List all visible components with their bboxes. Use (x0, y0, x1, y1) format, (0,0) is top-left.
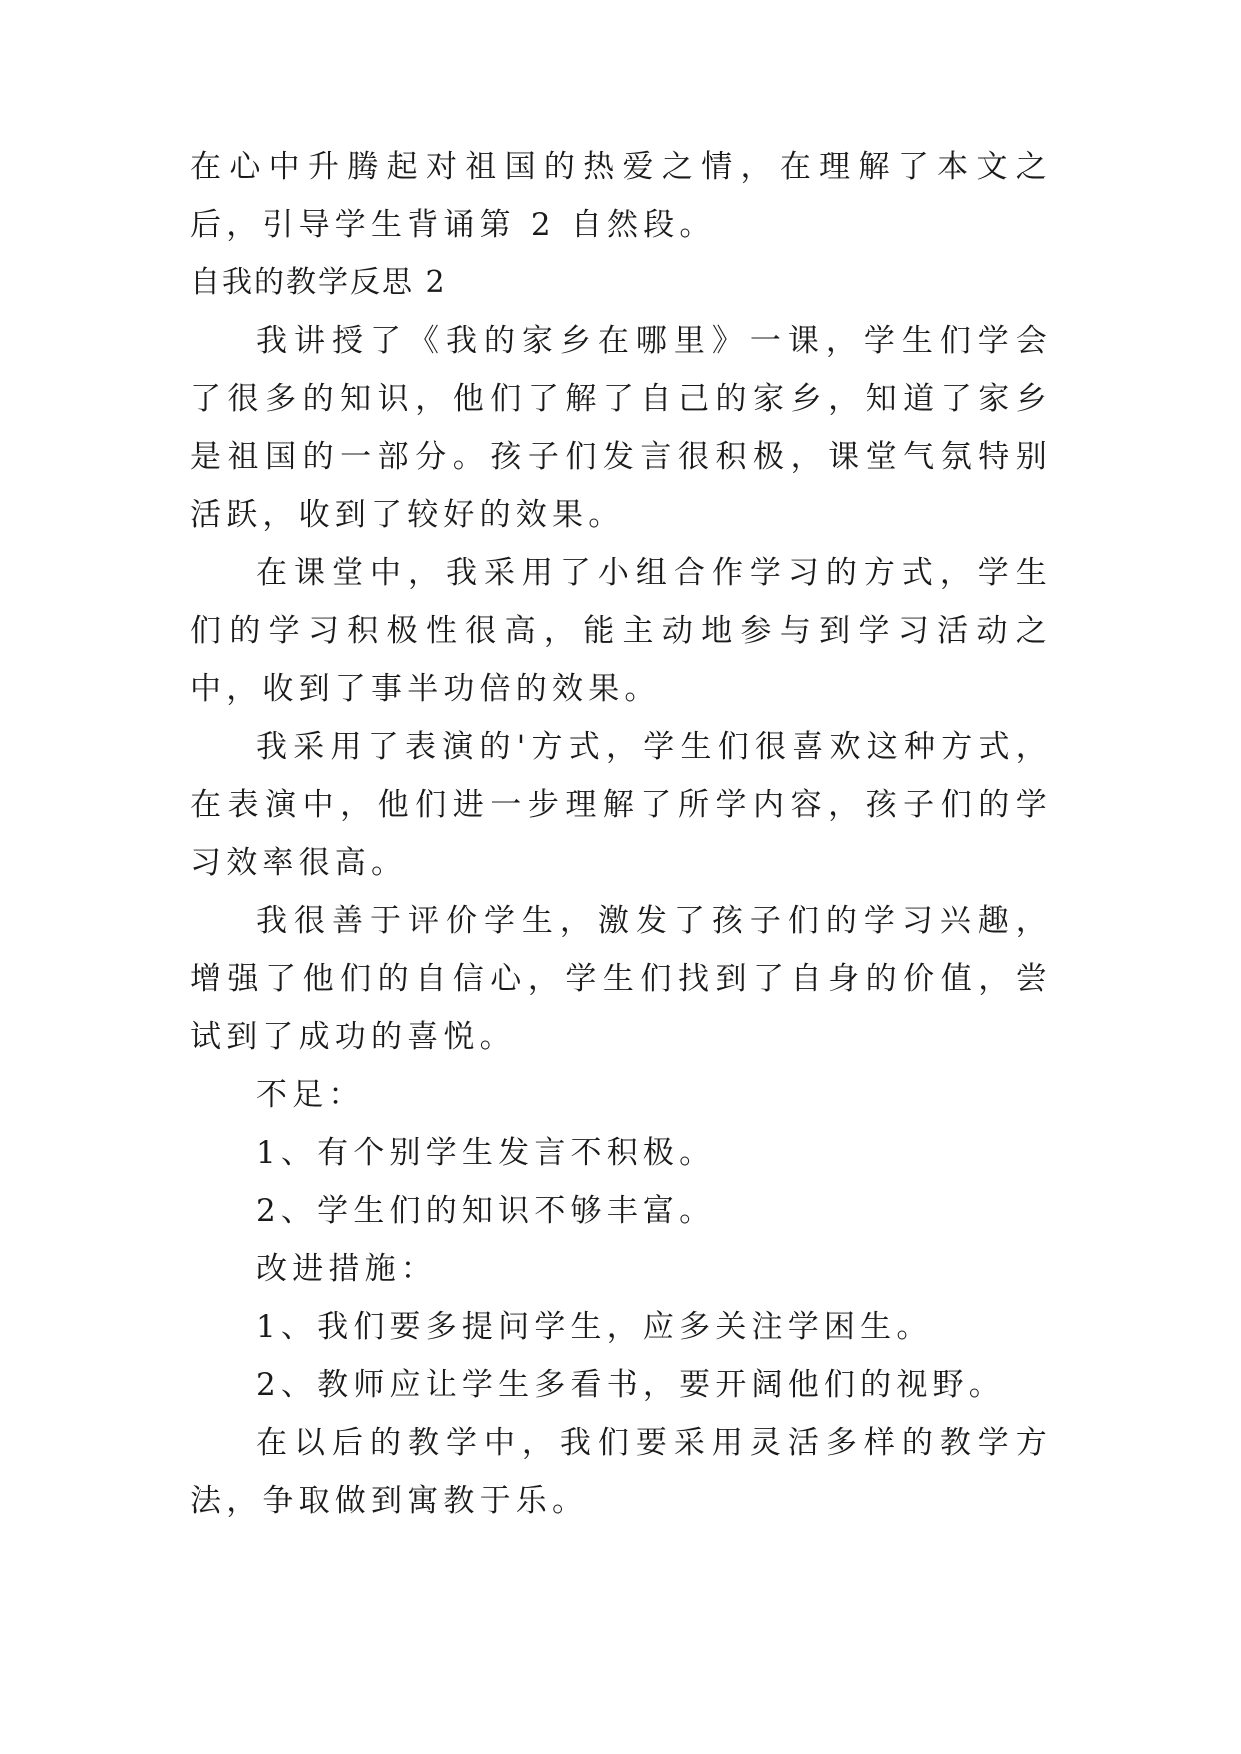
body-paragraph: 我很善于评价学生，激发了孩子们的学习兴趣，增强了他们的自信心，学生们找到了自身的价值，尝试到了成功的喜悦。 (190, 903, 1052, 1055)
list-item: 1、我们要多提问学生，应多关注学困生。 (256, 1309, 933, 1345)
document-page (190, 138, 1052, 1530)
continuation-paragraph: 在心中升腾起对祖国的热爱之情，在理解了本文之后，引导学生背诵第 2 自然段。 (190, 149, 1052, 243)
shortcomings-heading: 不足： (256, 1077, 365, 1113)
body-paragraph: 在以后的教学中，我们要采用灵活多样的教学方法，争取做到寓教于乐。 (190, 1425, 1052, 1519)
improvements-heading: 改进措施： (256, 1251, 437, 1287)
list-item: 1、有个别学生发言不积极。 (256, 1135, 716, 1171)
body-paragraph: 我采用了表演的'方式，学生们很喜欢这种方式，在表演中，他们进一步理解了所学内容，孩子们的学习效率很高。 (190, 729, 1052, 881)
section-title: 自我的教学反思 2 (190, 265, 447, 300)
list-item: 2、教师应让学生多看书，要开阔他们的视野。 (256, 1367, 1005, 1403)
body-paragraph: 在课堂中，我采用了小组合作学习的方式，学生们的学习积极性很高，能主动地参与到学习活动之中，收到了事半功倍的效果。 (190, 555, 1052, 707)
list-item: 2、学生们的知识不够丰富。 (256, 1193, 716, 1229)
body-paragraph: 我讲授了《我的家乡在哪里》一课，学生们学会了很多的知识，他们了解了自己的家乡，知道了家乡是祖国的一部分。孩子们发言很积极，课堂气氛特别活跃，收到了较好的效果。 (190, 323, 1052, 533)
